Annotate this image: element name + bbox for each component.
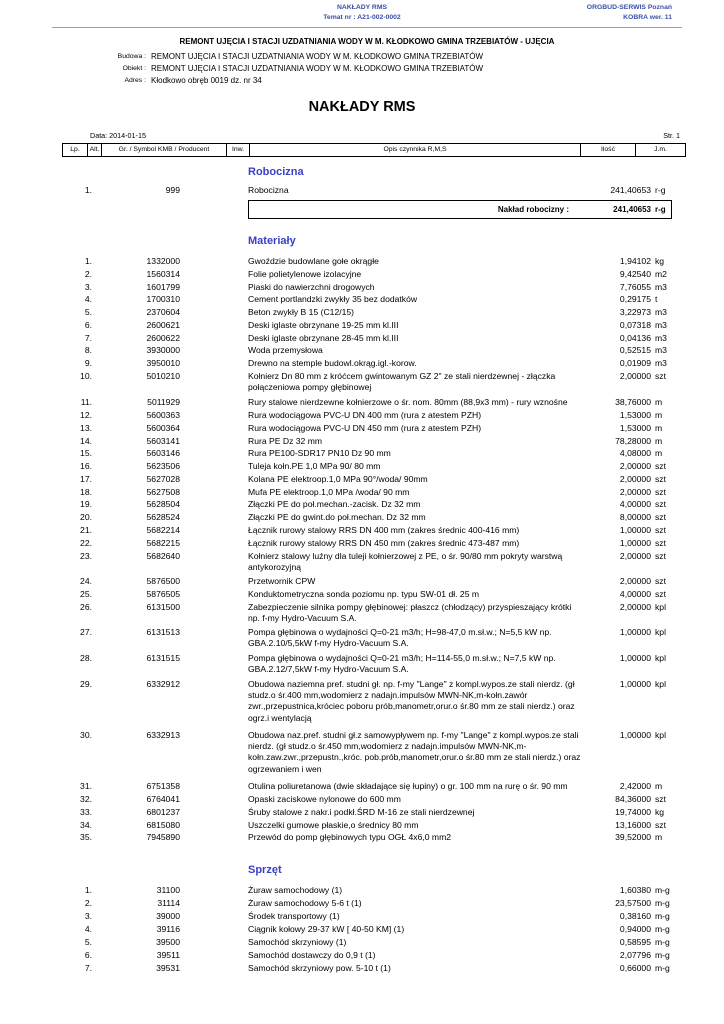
- row-description: Mufa PE elektroop.1,0 MPa /woda/ 90 mm: [248, 487, 410, 497]
- row-description: Cement portlandzki zwykły 35 bez dodatków: [248, 294, 418, 304]
- row-quantity: 9,42540: [619, 269, 651, 279]
- row-symbol: 5600364: [146, 423, 180, 433]
- row-description: Łącznik rurowy stalowy RRS DN 400 mm (zakres średnic 400-416 mm): [248, 525, 520, 535]
- row-number: 35.: [80, 832, 92, 842]
- row-quantity: 1,00000: [619, 525, 651, 535]
- col-header-description: Opis czynnika R,M,S: [250, 144, 581, 156]
- row-description: Obudowa naziemna pref. studni gł. np. f-my "Lange" z kompl.wypos.ze stali nierdz. (gł studz.o śr.400 mm,wodomierz z nadajn.impulsów MWN-NK,m-kołn.zawór zwr.,przepustnica,króciec poboru prób,manometr,orur.o śr.80 mm ze stali nierdz.) oraz ogrz.i wentylacją: [248, 679, 575, 723]
- row-symbol: 2600621: [146, 320, 180, 330]
- row-symbol: 5603141: [146, 436, 180, 446]
- row-description: Samochód skrzyniowy pow. 5-10 t (1): [248, 963, 391, 973]
- row-symbol: 3950010: [146, 358, 180, 368]
- row-description: Przewód do pomp głębinowych typu OGŁ 4x6,0 mm2: [248, 832, 452, 842]
- row-number: 7.: [84, 963, 92, 973]
- row-description: Rura PE Dz 32 mm: [248, 436, 323, 446]
- row-unit: kpl: [655, 627, 666, 637]
- row-description: Zabezpieczenie silnika pompy głębinowej: płaszcz (chłodzący) przyspieszający krótki np. f-my Hydro-Vacuum S.A.: [248, 602, 572, 624]
- meta-row-obiekt: [0, 63, 724, 74]
- row-unit: m3: [655, 333, 667, 343]
- row-symbol: 39116: [156, 924, 180, 934]
- row-description: Przetwornik CPW: [248, 576, 316, 586]
- row-quantity: 1,94102: [619, 256, 651, 266]
- row-unit: szt: [655, 820, 666, 830]
- row-quantity: 2,00000: [619, 576, 651, 586]
- row-unit: m: [655, 423, 663, 433]
- row-unit: szt: [655, 551, 666, 561]
- row-unit: m2: [655, 269, 667, 279]
- row-number: 19.: [80, 499, 92, 509]
- labor-summary-unit: r-g: [655, 205, 666, 214]
- row-quantity: 2,00000: [619, 551, 651, 561]
- row-unit: m-g: [655, 963, 670, 973]
- row-description: Pompa głębinowa o wydajności Q=0-21 m3/h; H=114-55,0 m.sł.w.; N=7,5 kW np. GBA.2.12/7,5kW f-my Hydro-Vacuum S.A.: [248, 653, 556, 675]
- row-symbol: 7945890: [146, 832, 180, 842]
- row-unit: kpl: [655, 730, 666, 740]
- row-quantity: 1,00000: [619, 538, 651, 548]
- row-unit: t: [655, 294, 658, 304]
- row-symbol: 6764041: [146, 794, 180, 804]
- row-number: 27.: [80, 627, 92, 637]
- col-header-inw: Inw.: [227, 144, 250, 156]
- labor-summary-box: [248, 200, 672, 219]
- row-number: 32.: [80, 794, 92, 804]
- meta-label: Adres :: [124, 77, 146, 84]
- row-description: Złączki PE do gwint.do poł.mechan. Dz 32 mm: [248, 512, 426, 522]
- row-symbol: 6332912: [146, 679, 180, 689]
- row-unit: m-g: [655, 885, 670, 895]
- row-number: 15.: [80, 448, 92, 458]
- row-quantity: 4,08000: [619, 448, 651, 458]
- row-unit: m: [655, 781, 663, 791]
- row-description: Otulina poliuretanowa (dwie składające się łupiny) o gr. 100 mm na rurę o śr. 90 mm: [248, 781, 568, 791]
- row-unit: kpl: [655, 602, 666, 612]
- row-quantity: 2,00000: [619, 461, 651, 471]
- row-number: 18.: [80, 487, 92, 497]
- section-title-robocizna: Robocizna: [248, 166, 304, 178]
- row-quantity: 4,00000: [619, 499, 651, 509]
- col-header-symbol: Gr. / Symbol KMB / Producent: [102, 144, 227, 156]
- meta-value: REMONT UJĘCIA I STACJI UZDATNIANIA WODY W M. KŁODKOWO GMINA TRZEBIATÓW: [151, 52, 484, 61]
- row-symbol: 5876500: [146, 576, 180, 586]
- company-name: ORGBUD-SERWIS Poznań: [586, 4, 672, 11]
- row-number: 31.: [80, 781, 92, 791]
- row-unit: szt: [655, 487, 666, 497]
- report-header-center: [262, 3, 462, 23]
- row-description: Złączki PE do poł.mechan.-zacisk. Dz 32 mm: [248, 499, 421, 509]
- row-quantity: 7,76055: [619, 282, 651, 292]
- row-unit: szt: [655, 525, 666, 535]
- row-quantity: 38,76000: [615, 397, 651, 407]
- row-quantity: 3,22973: [619, 307, 651, 317]
- row-number: 28.: [80, 653, 92, 663]
- topic-number: Temat nr : A21-002-0002: [323, 14, 401, 21]
- row-number: 1.: [84, 885, 92, 895]
- row-number: 30.: [80, 730, 92, 740]
- row-description: Tuleja kołn.PE 1,0 MPa 90/ 80 mm: [248, 461, 381, 471]
- col-header-quantity: Ilość: [581, 144, 636, 156]
- row-description: Woda przemysłowa: [248, 345, 323, 355]
- meta-label: Obiekt :: [122, 65, 146, 72]
- row-number: 9.: [84, 358, 92, 368]
- row-description: Rury stalowe nierdzewne kołnierzowe o śr. nom. 80mm (88,9x3 mm) - rury wznośne: [248, 397, 568, 407]
- row-description: Rura PE100-SDR17 PN10 Dz 90 mm: [248, 448, 391, 458]
- row-quantity: 1,00000: [619, 653, 651, 663]
- row-symbol: 5682214: [146, 525, 180, 535]
- row-symbol: 39511: [156, 950, 180, 960]
- row-symbol: 1700310: [146, 294, 180, 304]
- row-unit: m: [655, 436, 663, 446]
- row-symbol: 39531: [156, 963, 180, 973]
- row-description: Robocizna: [248, 185, 289, 195]
- row-number: 6.: [84, 320, 92, 330]
- row-number: 29.: [80, 679, 92, 689]
- section-title-sprzet: Sprzęt: [248, 864, 282, 876]
- row-unit: m: [655, 448, 663, 458]
- row-number: 1.: [84, 185, 92, 195]
- row-quantity: 0,94000: [619, 924, 651, 934]
- row-description: Folie polietylenowe izolacyjne: [248, 269, 362, 279]
- row-unit: m-g: [655, 950, 670, 960]
- row-unit: kg: [655, 807, 665, 817]
- row-number: 6.: [84, 950, 92, 960]
- document-date: Data: 2014-01-15: [90, 131, 146, 140]
- row-description: Rura wodociągowa PVC-U DN 450 mm (rura z atestem PZH): [248, 423, 482, 433]
- row-number: 34.: [80, 820, 92, 830]
- report-name: NAKŁADY RMS: [336, 4, 388, 11]
- row-quantity: 78,28000: [615, 436, 651, 446]
- row-unit: m3: [655, 320, 667, 330]
- row-unit: m3: [655, 307, 667, 317]
- meta-value: Kłodkowo obręb 0019 dz. nr 34: [151, 76, 262, 85]
- row-number: 17.: [80, 474, 92, 484]
- row-symbol: 6131515: [146, 653, 180, 663]
- row-number: 2.: [84, 269, 92, 279]
- software-version: KOBRA wer. 11: [623, 14, 672, 21]
- row-quantity: 241,40653: [610, 185, 651, 195]
- row-symbol: 5600363: [146, 410, 180, 420]
- row-quantity: 1,53000: [619, 410, 651, 420]
- row-unit: m: [655, 832, 663, 842]
- row-symbol: 3930000: [146, 345, 180, 355]
- row-quantity: 1,00000: [619, 730, 651, 740]
- col-header-lp: Lp.: [63, 144, 88, 156]
- row-number: 24.: [80, 576, 92, 586]
- row-unit: m3: [655, 345, 667, 355]
- row-description: Samochód skrzyniowy (1): [248, 937, 347, 947]
- row-quantity: 13,16000: [615, 820, 651, 830]
- row-symbol: 6801237: [146, 807, 180, 817]
- row-quantity: 2,00000: [619, 474, 651, 484]
- row-number: 33.: [80, 807, 92, 817]
- row-number: 11.: [80, 397, 92, 407]
- row-unit: kpl: [655, 679, 666, 689]
- row-unit: m: [655, 410, 663, 420]
- row-number: 20.: [80, 512, 92, 522]
- row-quantity: 2,42000: [619, 781, 651, 791]
- row-description: Obudowa naz.pref. studni gł.z samowypływem np. f-my "Lange" z kompl.wypos.ze stali nierdz. (gł studz.o śr.450 mm,wodomierz z nadajn.impulsów MWN-NK,m-kołn.zaw.zwr.,przepustn.,króc. pob.prób,manometr,orur.o śr.80 mm ze stali nierdz.) oraz ogrzewaniem i wen: [248, 730, 581, 774]
- row-unit: szt: [655, 538, 666, 548]
- row-description: Kolana PE elektroop.1,0 MPa 90°/woda/ 90mm: [248, 474, 428, 484]
- row-number: 3.: [84, 282, 92, 292]
- row-description: Rura wodociągowa PVC-U DN 400 mm (rura z atestem PZH): [248, 410, 482, 420]
- row-quantity: 1,53000: [619, 423, 651, 433]
- table-header: [62, 143, 686, 157]
- meta-value: REMONT UJĘCIA I STACJI UZDATNIANIA WODY W M. KŁODKOWO GMINA TRZEBIATÓW: [151, 64, 484, 73]
- row-unit: szt: [655, 576, 666, 586]
- row-quantity: 0,66000: [619, 963, 651, 973]
- row-description: Gwoździe budowlane gołe okrągłe: [248, 256, 379, 266]
- row-description: Drewno na stemple budowl.okrąg.igl.-korow.: [248, 358, 417, 368]
- row-unit: szt: [655, 474, 666, 484]
- document-title: NAKŁADY RMS: [308, 99, 416, 115]
- row-symbol: 6815080: [146, 820, 180, 830]
- row-symbol: 5010210: [146, 371, 180, 381]
- row-symbol: 2600622: [146, 333, 180, 343]
- row-symbol: 1601799: [146, 282, 180, 292]
- row-unit: m3: [655, 282, 667, 292]
- row-description: Żuraw samochodowy 5-6 t (1): [248, 898, 362, 908]
- row-symbol: 5628524: [146, 512, 180, 522]
- row-number: 23.: [80, 551, 92, 561]
- row-quantity: 84,36000: [615, 794, 651, 804]
- row-unit: szt: [655, 512, 666, 522]
- row-description: Pompa głębinowa o wydajności Q=0-21 m3/h; H=98-47,0 m.sł.w.; N=5,5 kW np. GBA.2.10/5,5kW f-my Hydro-Vacuum S.A.: [248, 627, 552, 649]
- row-description: Beton zwykły B 15 (C12/15): [248, 307, 355, 317]
- row-number: 21.: [80, 525, 92, 535]
- row-quantity: 4,00000: [619, 589, 651, 599]
- row-number: 13.: [80, 423, 92, 433]
- row-unit: m: [655, 397, 663, 407]
- row-number: 26.: [80, 602, 92, 612]
- row-number: 3.: [84, 911, 92, 921]
- project-title: REMONT UJĘCIA I STACJI UZDATNIANIA WODY W M. KŁODKOWO GMINA TRZEBIATÓW - UJĘCIA: [179, 37, 555, 46]
- row-number: 4.: [84, 924, 92, 934]
- row-unit: r-g: [655, 185, 666, 195]
- row-quantity: 0,52515: [619, 345, 651, 355]
- col-header-unit: J.m.: [654, 146, 667, 153]
- row-number: 5.: [84, 307, 92, 317]
- row-symbol: 31114: [157, 898, 180, 908]
- row-quantity: 0,01909: [619, 358, 651, 368]
- row-quantity: 19,74000: [615, 807, 651, 817]
- row-symbol: 5603146: [146, 448, 180, 458]
- row-symbol: 1332000: [146, 256, 180, 266]
- row-symbol: 39500: [156, 937, 180, 947]
- row-unit: szt: [655, 461, 666, 471]
- page-number: Str. 1: [663, 131, 680, 140]
- row-symbol: 5628504: [146, 499, 180, 509]
- row-unit: m-g: [655, 937, 670, 947]
- row-quantity: 0,38160: [619, 911, 651, 921]
- row-description: Żuraw samochodowy (1): [248, 885, 343, 895]
- row-symbol: 6131513: [146, 627, 180, 637]
- meta-row-adres: [0, 75, 724, 86]
- row-number: 4.: [84, 294, 92, 304]
- row-unit: szt: [655, 794, 666, 804]
- row-number: 16.: [80, 461, 92, 471]
- row-unit: szt: [655, 589, 666, 599]
- row-number: 8.: [84, 345, 92, 355]
- row-description: Uszczelki gumowe płaskie,o średnicy 80 mm: [248, 820, 419, 830]
- row-symbol: 5682215: [146, 538, 180, 548]
- row-description: Kołnierz stalowy luźny dla tuleji kołnierzowej z PE, o śr. 90/80 mm pokryty warstwą antykorozyjną: [248, 551, 563, 573]
- row-quantity: 23,57500: [615, 898, 651, 908]
- row-description: Deski iglaste obrzynane 19-25 mm kl.III: [248, 320, 399, 330]
- row-symbol: 5011929: [147, 397, 180, 407]
- row-symbol: 6751358: [146, 781, 180, 791]
- row-unit: m-g: [655, 898, 670, 908]
- row-unit: kpl: [655, 653, 666, 663]
- row-symbol: 5876505: [146, 589, 180, 599]
- row-quantity: 1,00000: [619, 627, 651, 637]
- row-number: 12.: [80, 410, 92, 420]
- row-symbol: 6332913: [146, 730, 180, 740]
- row-quantity: 0,58595: [619, 937, 651, 947]
- row-quantity: 0,04136: [619, 333, 651, 343]
- row-number: 1.: [84, 256, 92, 266]
- row-description: Opaski zaciskowe nylonowe do 600 mm: [248, 794, 401, 804]
- labor-summary-value: 241,40653: [613, 205, 651, 214]
- row-description: Konduktometryczna sonda poziomu np. typu SW-01 dł. 25 m: [248, 589, 480, 599]
- row-quantity: 2,00000: [619, 371, 651, 381]
- row-symbol: 5627508: [146, 487, 180, 497]
- row-number: 25.: [80, 589, 92, 599]
- row-quantity: 0,29175: [619, 294, 651, 304]
- row-symbol: 999: [165, 185, 180, 195]
- row-quantity: 1,00000: [619, 679, 651, 689]
- row-symbol: 5627028: [146, 474, 180, 484]
- row-quantity: 2,00000: [619, 602, 651, 612]
- section-title-materialy: Materiały: [248, 235, 296, 247]
- row-symbol: 5623506: [146, 461, 180, 471]
- row-description: Ciągnik kołowy 29-37 kW [ 40-50 KM] (1): [248, 924, 405, 934]
- row-number: 22.: [80, 538, 92, 548]
- row-unit: m-g: [655, 911, 670, 921]
- row-quantity: 2,00000: [619, 487, 651, 497]
- row-symbol: 6131500: [146, 602, 180, 612]
- row-symbol: 2370604: [146, 307, 180, 317]
- row-description: Śruby stalowe z nakr.i podkł.ŚRD M-16 ze stali nierdzewnej: [248, 807, 475, 817]
- row-unit: kg: [655, 256, 665, 266]
- row-unit: m3: [655, 358, 667, 368]
- meta-label: Budowa :: [117, 53, 146, 60]
- labor-summary-label: Nakład robocizny :: [497, 205, 569, 214]
- row-quantity: 2,07796: [619, 950, 651, 960]
- row-description: Piaski do nawierzchni drogowych: [248, 282, 375, 292]
- row-symbol: 31100: [156, 885, 180, 895]
- row-unit: m-g: [655, 924, 670, 934]
- row-description: Środek transportowy (1): [248, 911, 340, 921]
- meta-row-budowa: [0, 51, 724, 62]
- row-quantity: 8,00000: [619, 512, 651, 522]
- row-quantity: 1,60380: [619, 885, 651, 895]
- row-description: Kołnierz Dn 80 mm z króćcem gwintowanym GZ 2" ze stali nierdzewnej - złączka połączeniowa pompy głębinowej: [248, 371, 556, 393]
- row-symbol: 39000: [156, 911, 180, 921]
- row-number: 2.: [84, 898, 92, 908]
- row-number: 7.: [84, 333, 92, 343]
- row-symbol: 5682640: [146, 551, 180, 561]
- row-quantity: 0,07318: [619, 320, 651, 330]
- row-number: 10.: [80, 371, 92, 381]
- row-description: Samochód dostawczy do 0,9 t (1): [248, 950, 376, 960]
- col-header-alt: Alt.: [88, 144, 102, 156]
- row-description: Deski iglaste obrzynane 28-45 mm kl.III: [248, 333, 399, 343]
- row-unit: szt: [655, 371, 666, 381]
- row-unit: szt: [655, 499, 666, 509]
- row-description: Łącznik rurowy stalowy RRS DN 450 mm (zakres średnic 473-487 mm): [248, 538, 520, 548]
- row-number: 14.: [80, 436, 92, 446]
- header-divider: [52, 27, 682, 28]
- row-quantity: 39,52000: [615, 832, 651, 842]
- report-header-right: [560, 3, 672, 23]
- row-number: 5.: [84, 937, 92, 947]
- row-symbol: 1560314: [146, 269, 180, 279]
